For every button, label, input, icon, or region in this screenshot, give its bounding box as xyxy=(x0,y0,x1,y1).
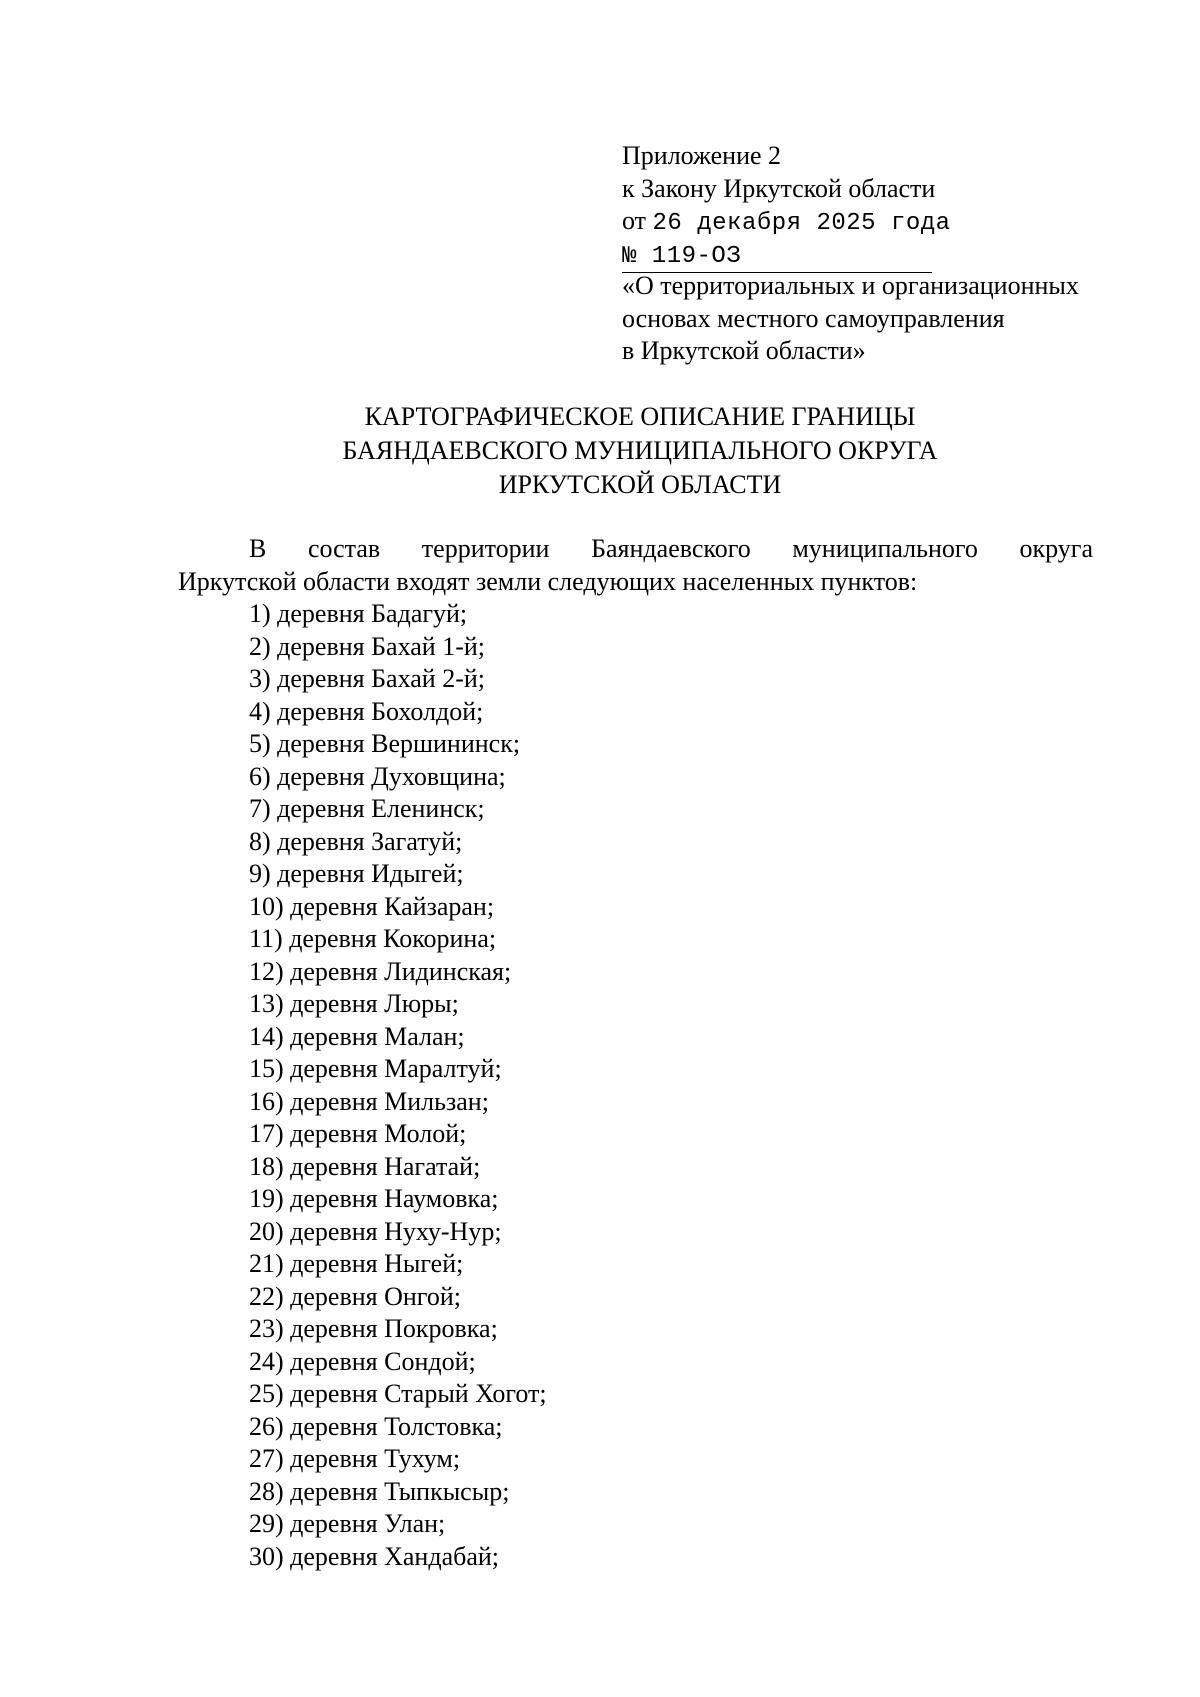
appendix-date-prefix: от xyxy=(622,206,647,235)
intro-line-1: В состав территории Баяндаевского муниципального округа xyxy=(249,534,1093,563)
list-item: 6) деревня Духовщина; xyxy=(249,761,506,791)
appendix-law-title-1: «О территориальных и организационных xyxy=(622,271,1079,300)
settlement-list xyxy=(249,598,547,1573)
appendix-law-title-3: в Иркутской области» xyxy=(622,336,866,365)
document-title-line-3: ИРКУТСКОЙ ОБЛАСТИ xyxy=(498,470,782,499)
list-item: 10) деревня Кайзаран; xyxy=(249,891,495,921)
document-title xyxy=(140,400,1140,502)
list-item: 12) деревня Лидинская; xyxy=(249,956,512,986)
intro-line-2: Иркутской области входят земли следующих населенных пунктов: xyxy=(178,566,918,596)
list-item: 25) деревня Старый Хогот; xyxy=(249,1379,547,1408)
list-item: 20) деревня Нуху-Нур; xyxy=(249,1216,502,1246)
document-title-line-2: БАЯНДАЕВСКОГО МУНИЦИПАЛЬНОГО ОКРУГА xyxy=(342,436,938,465)
appendix-date-line xyxy=(622,205,1122,238)
appendix-date: 26 декабря 2025 года xyxy=(652,210,951,237)
list-item: 30) деревня Хандабай; xyxy=(249,1541,500,1571)
list-item: 15) деревня Маралтуй; xyxy=(249,1054,502,1083)
list-item: 5) деревня Вершининск; xyxy=(249,729,521,758)
list-item: 27) деревня Тухум; xyxy=(249,1444,461,1473)
appendix-law-title-2: основах местного самоуправления xyxy=(622,303,1005,333)
list-item: 22) деревня Онгой; xyxy=(249,1281,461,1311)
list-item: 7) деревня Еленинск; xyxy=(249,794,485,823)
appendix-block xyxy=(622,140,1122,368)
list-item: 16) деревня Мильзан; xyxy=(249,1086,489,1116)
list-item: 17) деревня Молой; xyxy=(249,1119,467,1148)
list-item: 24) деревня Сондой; xyxy=(249,1346,476,1376)
list-item: 14) деревня Малан; xyxy=(249,1021,465,1051)
appendix-law-reference: к Закону Иркутской области xyxy=(622,173,936,203)
list-item: 11) деревня Кокорина; xyxy=(249,924,497,953)
appendix-number: № 119-ОЗ xyxy=(622,242,932,273)
list-item: 9) деревня Идыгей; xyxy=(249,859,464,888)
list-item: 8) деревня Загатуй; xyxy=(249,826,463,856)
appendix-label: Приложение 2 xyxy=(622,141,782,170)
list-item: 23) деревня Покровка; xyxy=(249,1314,498,1343)
appendix-number-line xyxy=(622,238,1122,271)
document-title-line-1: КАРТОГРАФИЧЕСКОЕ ОПИСАНИЕ ГРАНИЦЫ xyxy=(364,402,916,431)
list-item: 4) деревня Бохолдой; xyxy=(249,696,484,726)
list-item: 21) деревня Ныгей; xyxy=(249,1249,464,1278)
list-item: 19) деревня Наумовка; xyxy=(249,1184,499,1213)
list-item: 18) деревня Нагатай; xyxy=(249,1151,481,1181)
list-item: 26) деревня Толстовка; xyxy=(249,1411,503,1441)
list-item: 29) деревня Улан; xyxy=(249,1509,446,1538)
list-item: 2) деревня Бахай 1-й; xyxy=(249,631,485,661)
intro-paragraph xyxy=(178,533,1093,598)
list-item: 13) деревня Люры; xyxy=(249,989,459,1018)
list-item: 1) деревня Бадагуй; xyxy=(249,599,468,628)
list-item: 28) деревня Тыпкысыр; xyxy=(249,1476,510,1506)
list-item: 3) деревня Бахай 2-й; xyxy=(249,664,485,693)
